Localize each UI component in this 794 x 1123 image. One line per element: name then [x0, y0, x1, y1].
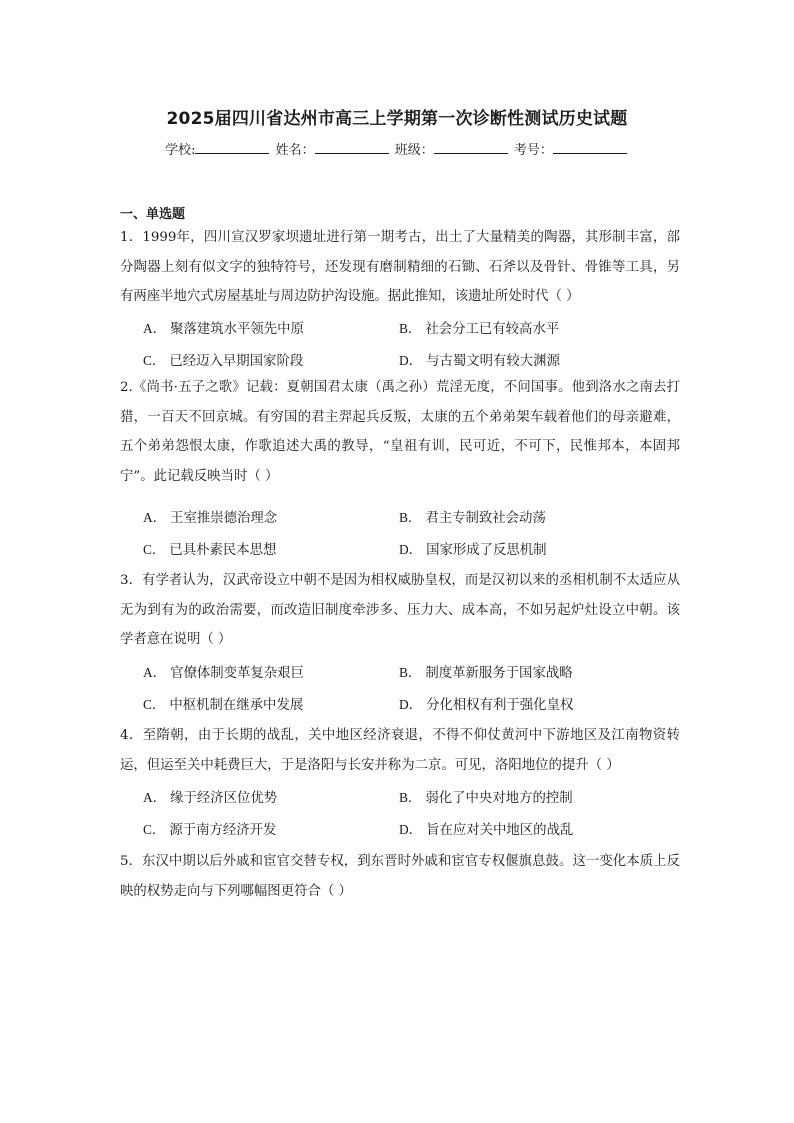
section-heading: 一、单选题 — [120, 207, 186, 222]
question-2-option-a[interactable]: A． 王室推崇德治理念 — [143, 510, 278, 526]
question-3-option-b[interactable]: B． 制度革新服务于国家战略 — [399, 665, 573, 681]
class-field — [395, 139, 510, 158]
question-4-stem: 4．至隋朝，由于长期的战乱，关中地区经济衰退，不得不仰仗黄河中下游地区及江南物资转运，但运至关中耗费巨大，于是洛阳与长安并称为二京。可见，洛阳地位的提升（ ） — [120, 728, 680, 773]
question-3-stem: 3．有学者认为，汉武帝设立中朝不是因为相权威胁皇权，而是汉初以来的丞相机制不太适应从无为到有为的政治需要，而改造旧制度牵涉多、压力大、成本高，不如另起炉灶设立中朝。该学者意在说明（ ） — [120, 573, 680, 647]
question-4-option-b[interactable]: B． 弱化了中央对地方的控制 — [399, 790, 573, 806]
question-3-options — [143, 657, 683, 721]
question-4-option-d[interactable]: D． 旨在应对关中地区的战乱 — [399, 822, 574, 838]
question-4-options — [143, 782, 683, 846]
question-1-option-c[interactable]: C． 已经迈入早期国家阶段 — [143, 353, 304, 369]
question-3-option-c[interactable]: C． 中枢机制在继承中发展 — [143, 697, 304, 713]
student-info-row — [0, 139, 794, 158]
school-field — [165, 139, 271, 158]
name-blank[interactable] — [315, 141, 389, 154]
exam-title: 2025届四川省达州市高三上学期第一次诊断性测试历史试题 — [166, 109, 628, 129]
class-label: 班级： — [394, 143, 434, 158]
name-field — [276, 139, 391, 158]
exam-number-field — [514, 139, 629, 158]
question-4-option-c[interactable]: C． 源于南方经济开发 — [143, 822, 277, 838]
question-2-option-c[interactable]: C． 已具朴素民本思想 — [143, 542, 277, 558]
exam-number-label: 考号： — [513, 143, 553, 158]
school-blank[interactable] — [195, 141, 269, 154]
question-1-stem: 1．1999年，四川宣汉罗家坝遗址进行第一期考古，出土了大量精美的陶器，其形制丰富，部分陶器上刻有似文字的独特符号，还发现有磨制精细的石锄、石斧以及骨针、骨锥等工具，另有两座半地穴式房屋基址与周边防护沟设施。据此推知，该遗址所处时代（ ） — [120, 230, 680, 304]
school-label: 学校: — [165, 143, 196, 158]
class-blank[interactable] — [434, 141, 508, 154]
question-1-option-a[interactable]: A． 聚落建筑水平领先中原 — [143, 321, 304, 337]
question-2-option-b[interactable]: B． 君主专制致社会动荡 — [399, 510, 546, 526]
question-3-option-d[interactable]: D． 分化相权有利于强化皇权 — [399, 697, 574, 713]
question-2-option-d[interactable]: D． 国家形成了反思机制 — [399, 542, 547, 558]
question-5-stem: 5．东汉中期以后外戚和宦官交替专权，到东晋时外戚和宦官专权偃旗息鼓。这一变化本质上反映的权势走向与下列哪幅图更符合（ ） — [120, 854, 680, 899]
question-2-options — [143, 502, 683, 566]
question-1-option-d[interactable]: D． 与古蜀文明有较大渊源 — [399, 353, 560, 369]
name-label: 姓名： — [275, 143, 315, 158]
question-2-stem: 2.《尚书·五子之歌》记载：夏朝国君太康（禹之孙）荒淫无度，不问国事。他到洛水之南去打猎，一百天不回京城。有穷国的君主羿起兵反叛，太康的五个弟弟架车载着他们的母亲避难，五个弟弟怨恨太康，作歌追述大禹的教导，“皇祖有训，民可近，不可下，民惟邦本，本固邦宁”。此记载反映当时（ ） — [120, 380, 680, 484]
question-3-option-a[interactable]: A． 官僚体制变革复杂艰巨 — [143, 665, 304, 681]
question-1-options — [143, 313, 683, 377]
question-4-option-a[interactable]: A． 缘于经济区位优势 — [143, 790, 278, 806]
exam-number-blank[interactable] — [553, 141, 627, 154]
question-1-option-b[interactable]: B． 社会分工已有较高水平 — [399, 321, 560, 337]
